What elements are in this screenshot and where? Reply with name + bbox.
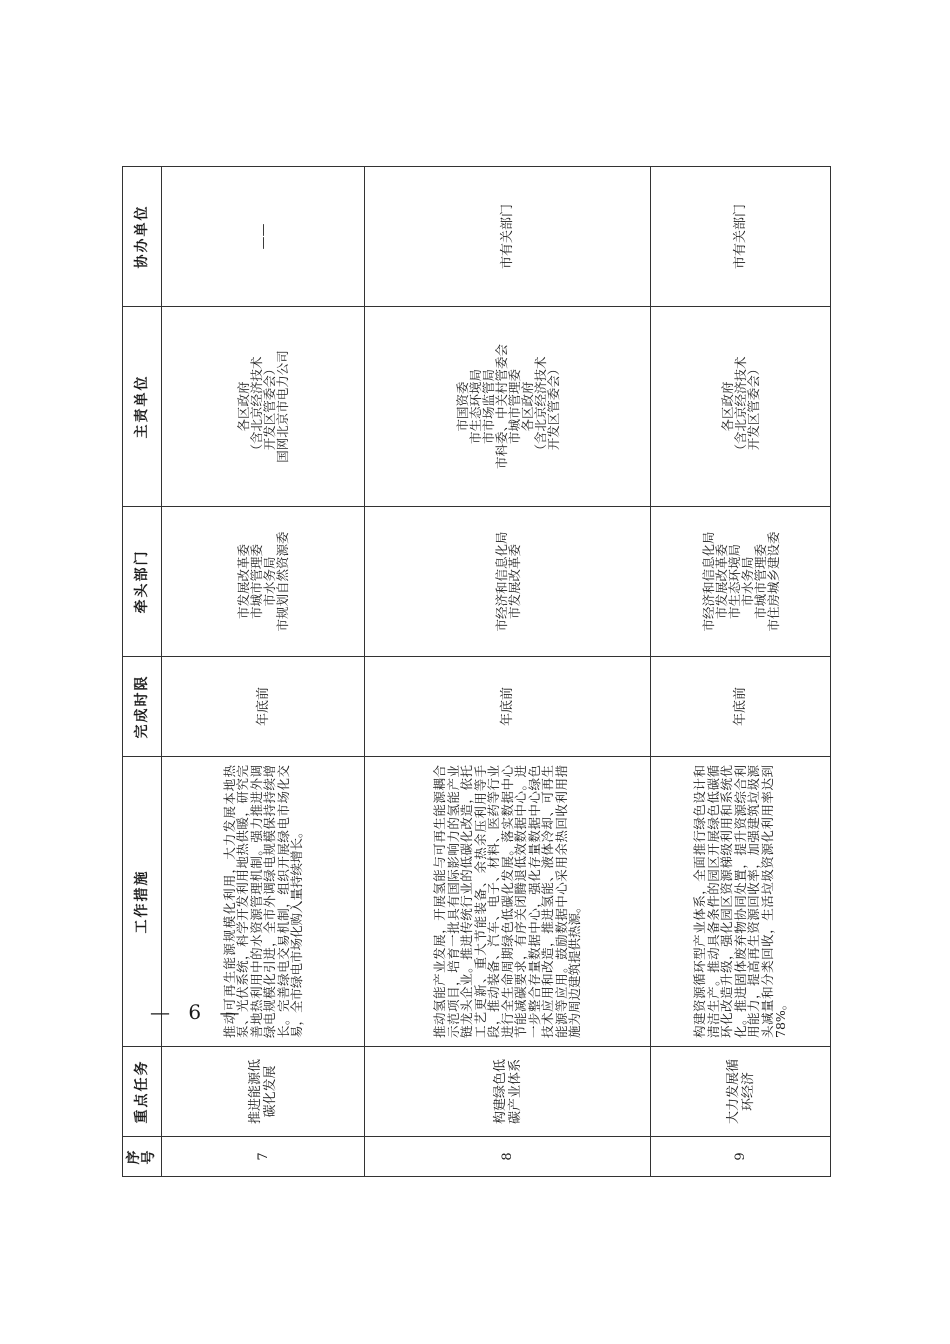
task-table-container (122, 167, 827, 1177)
row-task: 推进能源低碳化发展 (162, 1047, 365, 1137)
row-responsible (365, 307, 651, 507)
row-lead (162, 507, 365, 657)
lead-dept: 市水务局 (739, 556, 755, 607)
lead-dept: 市城市管理委 (249, 544, 264, 620)
responsible-unit: 各区政府 (519, 381, 535, 432)
lead-dept: 市发展改革委 (713, 544, 729, 620)
table-header-row (123, 167, 162, 1177)
lead-dept: 市规划自然资源委 (275, 531, 290, 632)
row-responsible (651, 307, 831, 507)
header-lead: 牵头部门 (123, 507, 162, 657)
task-table (122, 166, 831, 1177)
header-measures: 工作措施 (123, 757, 162, 1047)
responsible-unit: 开发区管委会） (746, 362, 761, 451)
header-assist: 协办单位 (123, 167, 162, 307)
row-measures: 推动氢能产业发展，开展氢能与可再生能源耦合示范项目，培育一批具有国际影响力的氢能产业链龙头企业。推进传统行业的低碳化改造，依托工艺更新、重大节能装备、余热余压利用等手段，推动装备、汽车、电子、材料、医药等行业进行全生命周期绿色低碳化发展。落实数据中心节能减碳要求，有序关闭腾退低效数据中心。进一步整合存量数据中心，强化存量数据中心绿色技术应用和改造，推进氢能、液体冷却、可再生能源等应用。鼓励数据中心采用余热回收利用措施为周边建筑提供热源。 (365, 757, 651, 1047)
lead-dept: 市经济和信息化局 (493, 531, 509, 632)
row-assist: —— (162, 167, 365, 307)
lead-dept: 市生态环境局 (726, 544, 742, 620)
row-task: 大力发展循环经济 (651, 1047, 831, 1137)
responsible-unit: 开发区管委会） (545, 362, 561, 451)
responsible-unit: 国网北京市电力公司 (275, 350, 290, 463)
lead-dept: 市住房城乡建设委 (765, 531, 781, 632)
responsible-unit: 市国资委 (454, 381, 470, 432)
header-deadline: 完成时限 (123, 657, 162, 757)
row-measures: 构建资源循环型产业体系，全面推行绿色设计和清洁生产。推动具备条件的园区开展绿色低碳循环化改造升级，强化园区资源梯级利用和系统优化。推进固体废弃物协同处置，提升资源综合利用能力，提高再生资源回收率，加强建筑垃圾源头减量和分类回收，生活垃圾资源化利用率达到78%。 (651, 757, 831, 1047)
table-row (162, 167, 365, 1177)
responsible-unit: 各区政府 (236, 381, 251, 432)
responsible-unit: （含北京经济技术 (733, 356, 748, 457)
responsible-unit: 市科委、中关村管委会 (493, 344, 509, 470)
row-lead (651, 507, 831, 657)
responsible-unit: 开发区管委会） (262, 362, 277, 451)
header-responsible: 主责单位 (123, 307, 162, 507)
lead-dept: 市水务局 (262, 556, 277, 607)
rotated-table (122, 167, 827, 1177)
row-deadline: 年底前 (162, 657, 365, 757)
row-index: 8 (365, 1137, 651, 1177)
row-index: 9 (651, 1137, 831, 1177)
table-row (365, 167, 651, 1177)
lead-dept: 市城市管理委 (752, 544, 768, 620)
row-lead (365, 507, 651, 657)
row-assist: 市有关部门 (651, 167, 831, 307)
header-task: 重点任务 (123, 1047, 162, 1137)
responsible-unit: 市生态环境局 (467, 369, 483, 445)
row-responsible (162, 307, 365, 507)
responsible-unit: 市市场监管局 (480, 369, 496, 445)
page-number: — 6 — (150, 1000, 246, 1024)
responsible-unit: 市城市管理委 (506, 369, 522, 445)
lead-dept: 市发展改革委 (506, 544, 522, 620)
responsible-unit: （含北京经济技术 (249, 356, 264, 457)
row-index: 7 (162, 1137, 365, 1177)
lead-dept: 市发展改革委 (236, 544, 251, 620)
responsible-unit: （含北京经济技术 (532, 356, 548, 457)
row-deadline: 年底前 (365, 657, 651, 757)
lead-dept: 市经济和信息化局 (700, 531, 716, 632)
row-deadline: 年底前 (651, 657, 831, 757)
row-task: 构建绿色低碳产业体系 (365, 1047, 651, 1137)
row-assist: 市有关部门 (365, 167, 651, 307)
table-row (651, 167, 831, 1177)
responsible-unit: 各区政府 (720, 381, 735, 432)
row-measures: 推动可再生能源规模化利用，大力发展本地热泵、光伏系统，科学开发利用地热供暖，研究完善地热利用中的水资源管理机制。强力推进外调绿电规模化引进，全市外调绿电规模保持持续增长。完善绿电交易机制，组织开展绿电市场化交易，全市绿电市场化购入量持续增长。 (162, 757, 365, 1047)
header-index: 序号 (123, 1137, 162, 1177)
